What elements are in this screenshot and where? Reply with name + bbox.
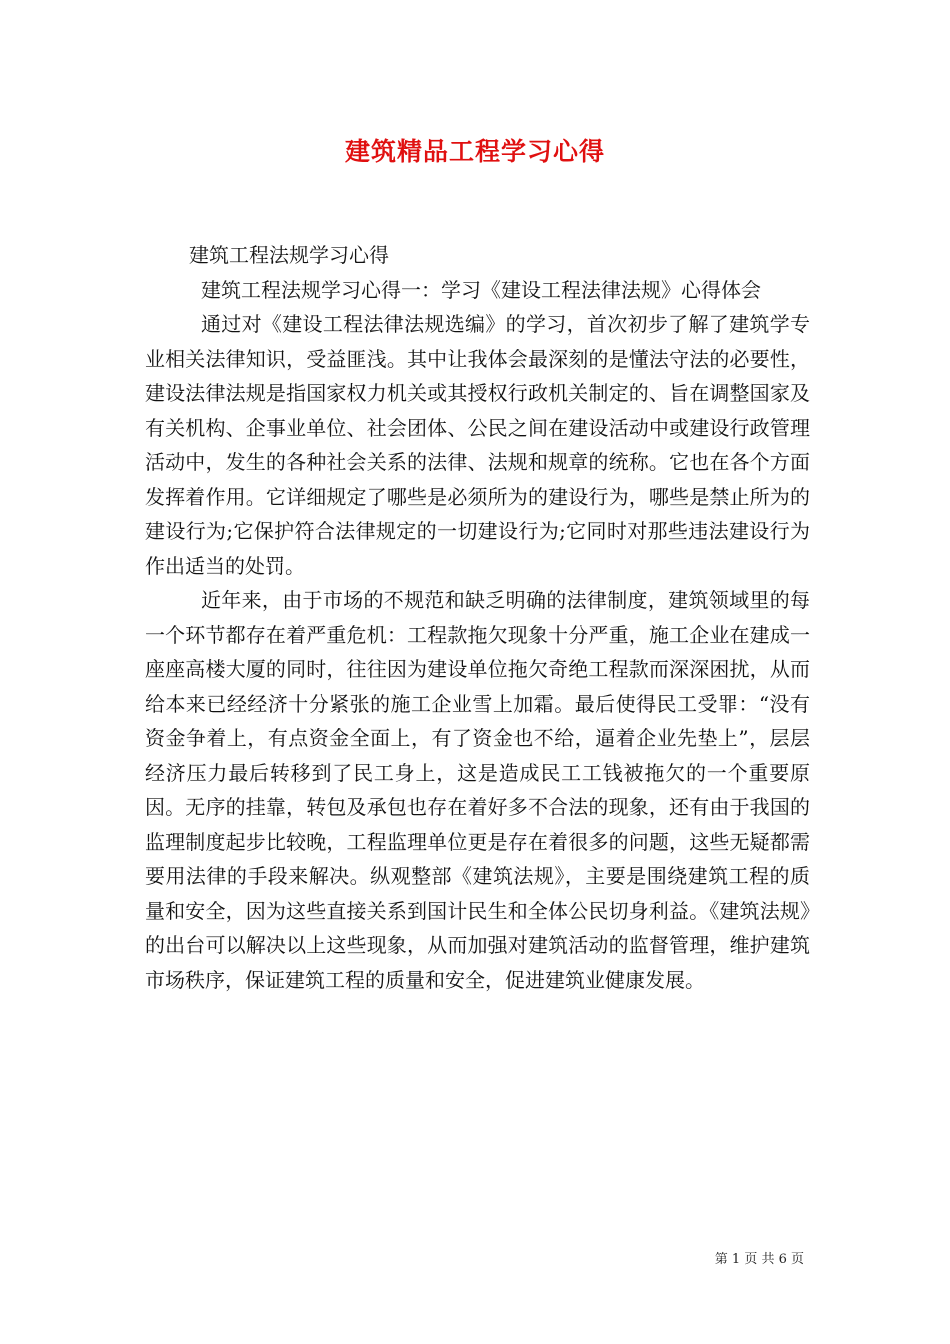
page-number: 第 1 页 共 6 页 bbox=[714, 1252, 804, 1267]
paragraph-2: 近年来，由于市场的不规范和缺乏明确的法律制度，建筑领域里的每一个环节都存在着严重危机：工程款拖欠现象十分严重，施工企业在建成一座座高楼大厦的同时，往往因为建设单位拖欠奇绝工程款而深深困扰，从而给本来已经经济十分紧张的施工企业雪上加霜。最后使得民工受罪：“没有资金争着上，有点资金全面上，有了资金也不给，逼着企业先垫上”，层层经济压力最后转移到了民工身上，这是造成民工工钱被拖欠的一个重要原因。无序的挂靠，转包及承包也存在着好多不合法的现象，还有由于我国的监理制度起步比较晚，工程监理单位更是存在着很多的问题，这些无疑都需要用法律的手段来解决。纵观整部《建筑法规》，主要是围绕建筑工程的质量和安全，因为这些直接关系到国计民生和全体公民切身利益。《建筑法规》的出台可以解决以上这些现象，从而加强对建筑活动的监督管理，维护建筑市场秩序，保证建筑工程的质量和安全，促进建筑业健康发展。 bbox=[145, 588, 810, 992]
subheading: 建筑工程法规学习心得 bbox=[189, 243, 389, 267]
paragraph-1: 通过对《建设工程法律法规选编》的学习，首次初步了解了建筑学专业相关法律知识，受益匪浅。其中让我体会最深刻的是懂法守法的必要性，建设法律法规是指国家权力机关或其授权行政机关制定的、旨在调整国家及有关机构、企事业单位、社会团体、公民之间在建设活动中或建设行政管理活动中，发生的各种社会关系的法律、法规和规章的统称。它也在各个方面发挥着作用。它详细规定了哪些是必须所为的建设行为，哪些是禁止所为的建设行为;它保护符合法律规定的一切建设行为;它同时对那些违法建设行为作出适当的处罚。 bbox=[145, 312, 810, 578]
document-title: 建筑精品工程学习心得 bbox=[344, 137, 605, 166]
document-body bbox=[145, 238, 810, 997]
subheading-section-one: 建筑工程法规学习心得一：学习《建设工程法律法规》心得体会 bbox=[201, 277, 761, 302]
